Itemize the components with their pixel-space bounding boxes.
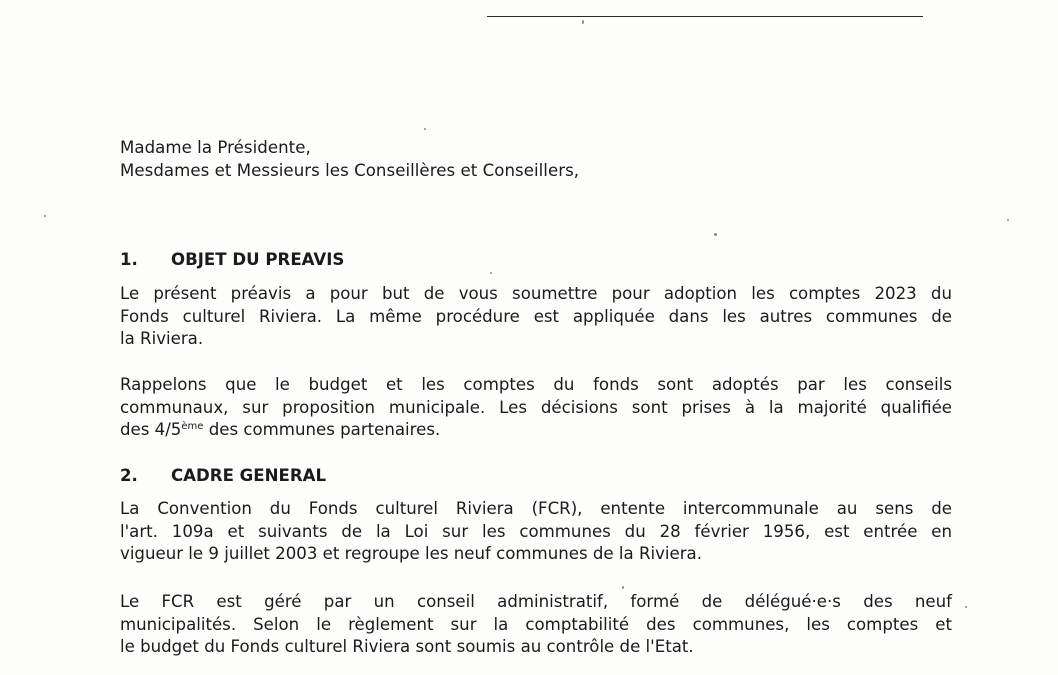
scan-speck xyxy=(44,215,46,217)
scan-speck xyxy=(582,20,584,24)
paragraph-line: Le présent préavis a pour but de vous soumettre pour adoption les comptes 2023 du xyxy=(120,284,952,303)
paragraph-line: La Convention du Fonds culturel Riviera (FCR), entente intercommunale au sens de xyxy=(120,499,952,518)
paragraph xyxy=(120,591,952,659)
paragraph-line: Le FCR est géré par un conseil administratif, formé de délégué·e·s des neuf xyxy=(120,592,952,611)
section-heading xyxy=(120,465,326,488)
signature-line xyxy=(487,16,923,17)
paragraph-line: la Riviera. xyxy=(120,329,204,349)
paragraph-line: le budget du Fonds culturel Riviera sont soumis au contrôle de l'Etat. xyxy=(120,637,694,657)
section-title: CADRE GENERAL xyxy=(171,466,327,485)
salutation xyxy=(120,137,952,182)
paragraph-line: Fonds culturel Riviera. La même procédure est appliquée dans les autres communes de xyxy=(120,306,952,326)
paragraph xyxy=(120,283,952,351)
superscript: ème xyxy=(181,421,204,433)
paragraph-line: l'art. 109a et suivants de la Loi sur les communes du 28 février 1956, est entrée en xyxy=(120,521,952,541)
paragraph-line xyxy=(120,419,952,442)
text-fragment: des 4/5 xyxy=(120,420,182,440)
text-fragment: des communes partenaires. xyxy=(203,420,441,440)
paragraph-line: municipalités. Selon le règlement sur la comptabilité des communes, les comptes et xyxy=(120,614,952,634)
section-number: 2. xyxy=(120,466,138,485)
section-number: 1. xyxy=(120,250,138,269)
paragraph-line: communaux, sur proposition municipale. Les décisions sont prises à la majorité qualifiée xyxy=(120,397,952,417)
scan-speck xyxy=(714,233,717,236)
scan-speck xyxy=(424,128,426,130)
salutation-line: Madame la Présidente, xyxy=(120,138,311,157)
salutation-line: Mesdames et Messieurs les Conseillères et Conseillers, xyxy=(120,160,580,180)
scan-speck xyxy=(622,586,624,589)
paragraph xyxy=(120,498,952,566)
scan-speck xyxy=(490,272,492,274)
scan-speck xyxy=(1007,219,1009,221)
paragraph-line: Rappelons que le budget et les comptes du fonds sont adoptés par les conseils xyxy=(120,375,952,394)
section-title: OBJET DU PREAVIS xyxy=(171,250,345,269)
paragraph-line: vigueur le 9 juillet 2003 et regroupe les neuf communes de la Riviera. xyxy=(120,544,702,564)
paragraph xyxy=(120,374,952,442)
scan-speck xyxy=(965,606,967,608)
section-heading xyxy=(120,249,344,272)
